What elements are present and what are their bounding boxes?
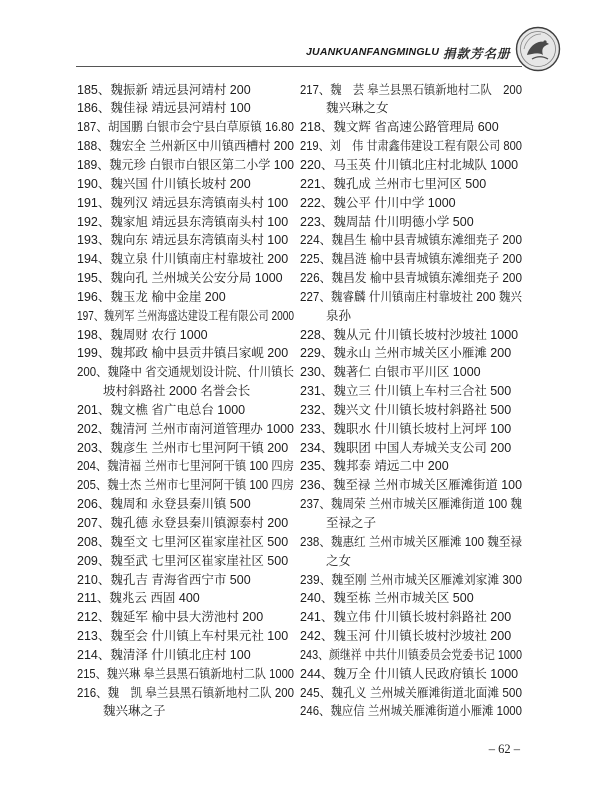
donor-entry <box>77 608 294 627</box>
entry-line <box>300 495 522 514</box>
donor-entry <box>77 326 294 345</box>
donor-entry <box>77 665 294 684</box>
entry-continuation-line <box>300 307 522 326</box>
round-seal-emblem-icon <box>514 25 562 73</box>
header-latin-title: JUANKUANFANGMINGLU <box>306 46 440 58</box>
entry-text: 246、魏应信 兰州城关雁滩街道小雁滩 1000 <box>300 704 522 719</box>
entry-text: 204、魏清福 兰州市七里河阿干镇 100 四房 <box>77 459 294 474</box>
donor-entry <box>300 684 522 703</box>
entry-line <box>77 344 294 363</box>
entry-text: 240、魏至栋 兰州市城关区 500 <box>300 591 474 606</box>
entry-line <box>77 99 294 118</box>
entry-text: 222、魏公平 什川中学 1000 <box>300 195 456 210</box>
entry-text: 187、胡国鹏 白银市会宁县白草原镇 16.80 <box>77 120 294 135</box>
entry-line <box>300 627 522 646</box>
donor-entry <box>77 118 294 137</box>
entry-text: 190、魏兴国 什川镇长坡村 200 <box>77 176 251 191</box>
donor-entry <box>300 81 522 119</box>
entry-text: 魏兴琳之子 <box>103 704 166 719</box>
donor-entry <box>300 118 522 137</box>
entry-line <box>300 269 522 288</box>
entry-text: 216、魏 凯 皋兰县黑石镇新地村二队 200 <box>77 685 294 700</box>
entry-line <box>77 269 294 288</box>
entry-text: 224、魏昌生 榆中县青城镇东滩细尭子 200 <box>300 233 522 248</box>
entry-text: 188、魏宏全 兰州新区中川镇西槽村 200 <box>77 139 294 154</box>
entry-line <box>77 571 294 590</box>
entry-text: 227、魏睿麟 什川镇南庄村靠坡社 200 魏兴 <box>300 289 522 304</box>
donor-entry <box>77 439 294 458</box>
entry-line <box>77 476 294 495</box>
donor-entry <box>300 476 522 495</box>
donor-entry <box>77 175 294 194</box>
donor-entry <box>300 457 522 476</box>
donor-entry <box>77 495 294 514</box>
entry-text: 195、魏向孔 兰州城关公安分局 1000 <box>77 271 283 286</box>
entry-text: 197、魏列军 兰州海盛达建设工程有限公司 2000 <box>77 308 294 323</box>
donor-entry <box>300 608 522 627</box>
donor-entry <box>300 175 522 194</box>
entry-line <box>300 589 522 608</box>
entry-text: 186、魏佳禄 靖远县河靖村 100 <box>77 101 251 116</box>
entry-text: 205、魏士杰 兰州市七里河阿干镇 100 四房 <box>77 478 294 493</box>
entry-text: 213、魏至会 什川镇上车村果元社 100 <box>77 629 289 644</box>
entry-line <box>77 401 294 420</box>
donor-entry <box>77 401 294 420</box>
donor-entry <box>77 156 294 175</box>
entry-line <box>300 344 522 363</box>
entry-text: 234、魏职团 中国人寿城关支公司 200 <box>300 440 512 455</box>
donor-entry <box>300 250 522 269</box>
entry-text: 244、魏万全 什川镇人民政府镇长 1000 <box>300 666 519 681</box>
donor-entry <box>300 137 522 156</box>
donor-entry <box>77 476 294 495</box>
entry-line <box>77 156 294 175</box>
entry-line <box>300 288 522 307</box>
entry-text: 229、魏永山 兰州市城关区小雁滩 200 <box>300 346 512 361</box>
entry-text: 245、魏孔义 兰州城关雁滩街道北面滩 500 <box>300 685 522 700</box>
entry-line <box>77 118 294 137</box>
donor-entry <box>300 363 522 382</box>
entry-text: 207、魏孔德 永登县秦川镇源泰村 200 <box>77 516 289 530</box>
entry-text: 238、魏惠红 兰州市城关区雁滩 100 魏至禄 <box>300 534 522 549</box>
entry-line <box>77 288 294 307</box>
donor-entry <box>77 194 294 213</box>
entry-line <box>300 213 522 232</box>
entry-continuation-line <box>300 552 522 571</box>
entry-line <box>300 137 522 156</box>
entry-text: 212、魏延军 榆中县大涝池村 200 <box>77 610 264 625</box>
entry-line <box>77 81 294 100</box>
entry-text: 239、魏至刚 兰州市城关区雁滩刘家滩 300 <box>300 572 522 587</box>
donor-entry <box>77 571 294 590</box>
entry-text: 209、魏至武 七里河区崔家崖社区 500 <box>77 553 289 568</box>
entry-text: 189、魏元珍 白银市白银区第二小学 100 <box>77 157 294 172</box>
entry-line <box>77 608 294 627</box>
donor-entry <box>300 401 522 420</box>
entry-line <box>77 552 294 571</box>
entry-continuation-line <box>300 514 522 533</box>
donor-entry <box>300 589 522 608</box>
entry-line <box>77 307 294 326</box>
entry-line <box>77 684 294 703</box>
entry-text: 226、魏昌发 榆中县青城镇东滩细尭子 200 <box>300 271 522 286</box>
entry-line <box>300 665 522 684</box>
entry-text: 203、魏彦生 兰州市七里河阿干镇 200 <box>77 440 289 455</box>
entry-text: 199、魏邦政 榆中县贡井镇吕家岘 200 <box>77 346 289 361</box>
donor-entry <box>77 250 294 269</box>
donor-entry <box>77 589 294 608</box>
entry-text: 坡村斜路社 2000 名誉会长 <box>103 384 251 399</box>
entry-line <box>300 533 522 552</box>
entry-line <box>77 646 294 665</box>
entry-text: 220、马玉英 什川镇北庄村北城队 1000 <box>300 157 519 172</box>
entry-text: 223、魏周喆 什川明德小学 500 <box>300 214 474 229</box>
entry-line <box>77 420 294 439</box>
entry-line <box>77 514 294 533</box>
entry-text: 232、魏兴文 什川镇长坡村斜路社 500 <box>300 402 512 417</box>
entry-text: 242、魏玉河 什川镇长坡村沙坡社 200 <box>300 629 512 644</box>
entry-text: 至禄之子 <box>326 516 377 530</box>
donor-entry <box>300 269 522 288</box>
donor-entry <box>77 646 294 665</box>
entry-line <box>77 213 294 232</box>
entry-line <box>300 231 522 250</box>
entry-line <box>300 457 522 476</box>
donor-entry <box>77 81 294 100</box>
entry-line <box>77 137 294 156</box>
left-column <box>77 81 294 722</box>
entry-line <box>300 439 522 458</box>
entry-continuation-line <box>77 382 294 401</box>
donor-entry <box>77 533 294 552</box>
entry-line <box>77 457 294 476</box>
entry-line <box>77 495 294 514</box>
donor-entry <box>77 420 294 439</box>
entry-line <box>300 476 522 495</box>
donor-entry <box>77 627 294 646</box>
entry-line <box>77 175 294 194</box>
entry-text: 235、魏邦泰 靖远二中 200 <box>300 459 449 474</box>
entry-line <box>300 401 522 420</box>
entry-line <box>77 194 294 213</box>
entry-line <box>300 156 522 175</box>
donor-entry <box>77 552 294 571</box>
entry-line <box>300 194 522 213</box>
entry-text: 198、魏周财 农行 1000 <box>77 327 208 342</box>
entry-line <box>300 608 522 627</box>
entry-text: 211、魏兆云 西固 400 <box>77 591 200 606</box>
entry-text: 193、魏向东 靖远县东湾镇南头村 100 <box>77 233 289 248</box>
entry-line <box>77 326 294 345</box>
entry-text: 225、魏昌涟 榆中县青城镇东滩细尭子 200 <box>300 252 522 267</box>
entry-line <box>77 533 294 552</box>
entry-line <box>77 250 294 269</box>
donor-entry <box>77 269 294 288</box>
donor-entry <box>300 382 522 401</box>
donor-entry <box>77 684 294 722</box>
donor-entry <box>300 439 522 458</box>
page-number: – 62 – <box>488 742 520 756</box>
entry-text: 219、刘 伟 甘肃鑫伟建设工程有限公司 800 <box>300 139 522 154</box>
entry-line <box>77 231 294 250</box>
header-rule <box>76 66 522 67</box>
entry-text: 194、魏立泉 什川镇南庄村靠坡社 200 <box>77 252 289 267</box>
donor-entry <box>77 457 294 476</box>
entry-text: 196、魏玉龙 榆中金崖 200 <box>77 289 226 304</box>
entry-line <box>300 326 522 345</box>
page-header <box>0 0 600 80</box>
donor-entry <box>300 627 522 646</box>
donor-entry <box>300 420 522 439</box>
entry-line <box>77 439 294 458</box>
entry-text: 之女 <box>326 553 352 568</box>
entry-text: 218、魏文辉 省高速公路管理局 600 <box>300 120 499 135</box>
donor-entry <box>77 344 294 363</box>
entry-text: 208、魏至文 七里河区崔家崖社区 500 <box>77 534 289 549</box>
entry-text: 191、魏列汉 靖远县东湾镇南头村 100 <box>77 195 289 210</box>
donor-entry <box>77 288 294 307</box>
donor-entry <box>300 495 522 533</box>
entry-text: 230、魏著仁 白银市平川区 1000 <box>300 365 481 380</box>
entry-text: 217、魏 芸 皋兰县黑石镇新地村二队 200 <box>300 82 522 97</box>
entry-continuation-line <box>77 702 294 721</box>
donor-entry <box>300 344 522 363</box>
donor-entry <box>300 571 522 590</box>
entry-text: 200、魏隆中 省交通规划设计院、什川镇长 <box>77 365 294 380</box>
entry-line <box>77 665 294 684</box>
donor-entry <box>300 156 522 175</box>
entry-text: 215、魏兴琳 皋兰县黑石镇新地村二队 1000 <box>77 666 294 681</box>
entry-line <box>300 175 522 194</box>
entry-line <box>300 250 522 269</box>
entry-text: 221、魏孔成 兰州市七里河区 500 <box>300 176 487 191</box>
entry-text: 214、魏清泽 什川镇北庄村 100 <box>77 647 251 662</box>
donor-entry <box>300 665 522 684</box>
donor-entry <box>77 514 294 533</box>
donor-entry <box>77 137 294 156</box>
entry-text: 237、魏周荣 兰州市城关区雁滩街道 100 魏 <box>300 497 522 512</box>
donor-entry <box>77 99 294 118</box>
entry-line <box>300 702 522 721</box>
entry-text: 泉孙 <box>326 308 352 323</box>
donor-entry <box>300 702 522 721</box>
entry-text: 243、颜继祥 中共什川镇委员会党委书记 1000 <box>300 647 522 662</box>
entry-line <box>77 589 294 608</box>
entry-text: 236、魏至禄 兰州市城关区雁滩街道 100 <box>300 478 522 493</box>
entry-line <box>300 684 522 703</box>
entry-text: 228、魏从元 什川镇长坡村沙坡社 1000 <box>300 327 519 342</box>
entry-text: 206、魏周和 永登县秦川镇 500 <box>77 497 251 512</box>
entry-text: 210、魏孔吉 青海省西宁市 500 <box>77 572 251 587</box>
donor-entry <box>77 307 294 326</box>
right-column <box>300 81 522 722</box>
donor-entry <box>300 288 522 326</box>
header-chinese-title: 捐款芳名册 <box>443 46 511 61</box>
donor-entry <box>300 213 522 232</box>
entry-line <box>300 118 522 137</box>
donor-entry <box>77 363 294 401</box>
entry-line <box>300 420 522 439</box>
entry-continuation-line <box>300 99 522 118</box>
donor-entry <box>77 231 294 250</box>
entry-text: 201、魏文樵 省广电总台 1000 <box>77 402 246 417</box>
entry-line <box>77 363 294 382</box>
entry-line <box>300 363 522 382</box>
donor-entry <box>300 646 522 665</box>
entry-text: 魏兴琳之女 <box>326 101 389 116</box>
donor-entry <box>300 231 522 250</box>
entry-text: 231、魏立三 什川镇上车村三合社 500 <box>300 384 512 399</box>
entry-text: 233、魏职水 什川镇长坡村上河坪 100 <box>300 421 512 436</box>
entry-line <box>300 646 522 665</box>
donor-entry <box>300 194 522 213</box>
donor-entry <box>300 533 522 571</box>
entry-line <box>300 571 522 590</box>
entry-line <box>300 81 522 100</box>
entry-text: 192、魏家旭 靖远县东湾镇南头村 100 <box>77 214 289 229</box>
entry-text: 241、魏立伟 什川镇长坡村斜路社 200 <box>300 610 512 625</box>
donor-entry <box>300 326 522 345</box>
entry-line <box>300 382 522 401</box>
entry-text: 185、魏振新 靖远县河靖村 200 <box>77 82 251 97</box>
entry-line <box>77 627 294 646</box>
donor-entry <box>77 213 294 232</box>
entry-text: 202、魏清河 兰州市南河道管理办 1000 <box>77 421 294 436</box>
